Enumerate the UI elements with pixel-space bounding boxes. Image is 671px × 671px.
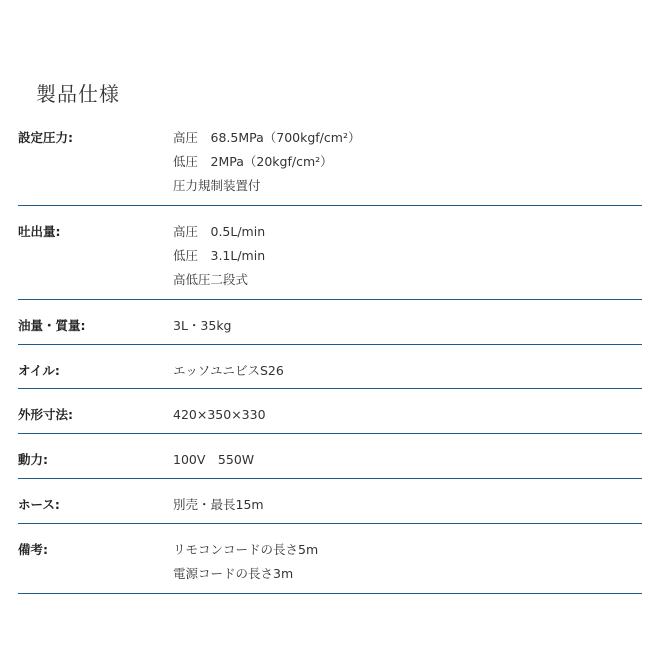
spec-values: [173, 495, 264, 519]
spec-label: 油量・質量:: [18, 318, 86, 333]
spec-label: 設定圧力:: [18, 130, 73, 145]
spec-label: オイル:: [18, 363, 60, 378]
spec-value: 別売・最長15m: [173, 497, 264, 512]
spec-value: 圧力規制装置付: [173, 178, 261, 193]
spec-row-oil-weight: [18, 300, 642, 345]
spec-value: 低圧 3.1L/min: [173, 248, 266, 263]
spec-values: [173, 128, 360, 200]
spec-row-hose: [18, 479, 642, 524]
spec-value: 高圧 68.5MPa（700kgf/cm²）: [173, 130, 361, 145]
spec-values: [173, 316, 232, 340]
spec-value: 100V 550W: [173, 452, 255, 467]
spec-value: リモコンコードの長さ5m: [173, 542, 319, 557]
spec-label: 動力:: [18, 452, 48, 467]
spec-label: 備考:: [18, 542, 48, 557]
spec-row-dimensions: [18, 389, 642, 434]
spec-row-power: [18, 434, 642, 479]
spec-values: [173, 450, 254, 474]
spec-value: 420×350×330: [173, 407, 266, 422]
spec-row-oil: [18, 345, 642, 389]
spec-value: 低圧 2MPa（20kgf/cm²）: [173, 154, 333, 169]
spec-row-notes: [18, 524, 642, 594]
spec-label: ホース:: [18, 497, 60, 512]
spec-value: 3L・35kg: [173, 318, 232, 333]
spec-row-pressure: [18, 128, 642, 206]
spec-values: [173, 361, 284, 385]
spec-label: 外形寸法:: [18, 407, 73, 422]
spec-values: [173, 222, 265, 294]
spec-values: [173, 540, 318, 588]
spec-table: [18, 128, 642, 594]
spec-row-discharge: [18, 206, 642, 300]
page-title: 製品仕様: [36, 82, 120, 106]
spec-value: 高低圧二段式: [173, 272, 249, 287]
spec-value: 電源コードの長さ3m: [173, 566, 294, 581]
spec-value: エッソユニビスS26: [173, 363, 284, 378]
spec-values: [173, 405, 266, 429]
spec-label: 吐出量:: [18, 224, 61, 239]
spec-value: 高圧 0.5L/min: [173, 224, 266, 239]
